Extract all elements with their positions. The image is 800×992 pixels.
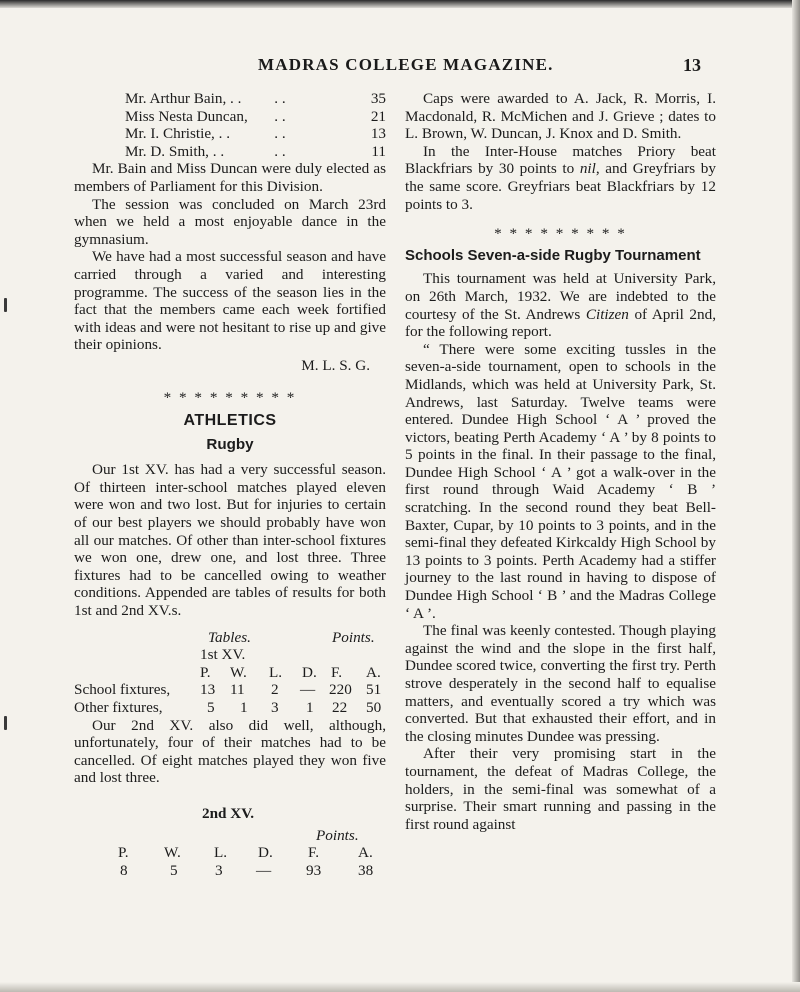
cell: 50	[366, 699, 382, 716]
table-row	[74, 862, 386, 880]
report-paragraph: “ There were some exciting tussles in the seven-a-side tournament, open to schools in the Midlands, which was held at University Park, St. Andrews, last Saturday. Twelve teams were entered. Dundee High School ‘ A ’ proved the victors, beating Perth Academy ‘ A ’ by 8 points to 5 points in the final. In their passage to the final, Dundee High School ‘ A ’ got a walk-over in the first round through Waid Academy ‘ B ’ scratching. In the second round they beat Bell-Baxter, Cupar, by 10 points to 3 points, and in the semi-final they defeated Kirkcaldy High School by 13 points to 3 points. Perth Academy had a stiffer journey to the last round in having to dispose of Dundee High School ‘ B ’ and the Madras College ‘ A ’.	[405, 340, 716, 622]
col-header: D.	[302, 663, 317, 681]
session-end-paragraph: The session was concluded on March 23rd when we held a most enjoyable dance in the gymnasium.	[74, 195, 386, 248]
candidate-name: Miss Nesta Duncan,	[125, 107, 248, 125]
vote-count: 35	[370, 90, 386, 107]
cell: 93	[306, 861, 322, 879]
cell: 3	[271, 699, 279, 716]
cell: 5	[207, 699, 215, 716]
magazine-title: MADRAS COLLEGE MAGAZINE.	[258, 55, 554, 74]
binding-mark	[4, 716, 7, 730]
vote-row	[74, 108, 386, 126]
row-label: School fixtures,	[74, 681, 171, 699]
cell: 51	[366, 681, 382, 699]
col-header: A.	[366, 663, 381, 681]
page-bottom-edge	[0, 982, 800, 992]
vote-row	[74, 90, 386, 108]
table1-header-row	[74, 664, 386, 682]
cell: 1	[306, 699, 314, 716]
table-row	[74, 681, 386, 699]
col-header: F.	[331, 663, 343, 681]
tables-label: Tables.	[208, 628, 251, 646]
page-number: 13	[683, 55, 701, 75]
candidate-name: Mr. D. Smith, . .	[125, 142, 225, 160]
section-divider-stars: * * * * * * * * *	[494, 225, 627, 243]
leader-dots: . .	[274, 107, 286, 125]
citizen-title: Citizen	[585, 305, 629, 323]
left-column	[74, 90, 386, 879]
cell: 38	[358, 861, 374, 879]
row-label: Other fixtures,	[74, 699, 163, 716]
cell: 5	[170, 861, 178, 879]
table1-caption-row	[74, 629, 386, 647]
binding-mark	[4, 298, 7, 312]
election-result-paragraph: Mr. Bain and Miss Duncan were duly elected as members of Parliament for this Division.	[74, 160, 386, 195]
madras-defeat-paragraph: After their very promising start in the tournament, the defeat of Madras College, the holders, in the semi-final was somewhat of a surprise. Their smart running and passing in the first round against	[405, 745, 716, 833]
cell: —	[256, 861, 272, 879]
col-header: W.	[230, 663, 247, 681]
candidate-name: Mr. I. Christie, . .	[125, 125, 231, 143]
col-header: L.	[269, 663, 283, 681]
table2-header-row	[74, 844, 386, 862]
tournament-intro-paragraph	[405, 270, 716, 340]
cell: —	[300, 681, 316, 699]
tournament-intro-text: This tournament was held at University Park, on 26th March, 1932. We are indebted to the courtesy of the St. Andrews	[405, 270, 716, 323]
leader-dots: . .	[274, 142, 286, 160]
col-header: L.	[214, 844, 228, 862]
cell: 13	[200, 681, 216, 699]
rugby-heading: Rugby	[206, 435, 254, 453]
cell: 11	[230, 681, 245, 699]
vote-count: 21	[370, 107, 386, 125]
col-header: P.	[200, 663, 211, 681]
col-header: D.	[258, 844, 273, 862]
tournament-intro-text-cont: of April 2nd, for the following report.	[405, 305, 716, 341]
cell: 1	[240, 699, 248, 716]
vote-count: 11	[371, 142, 386, 160]
col-header: W.	[164, 844, 181, 862]
col-header: A.	[358, 844, 373, 862]
caps-paragraph: Caps were awarded to A. Jack, R. Morris, I. Macdonald, R. McMichen and J. Grieve ; dates to L. Brown, W. Duncan, J. Knox and D. Smith.	[405, 90, 716, 143]
second-xv-paragraph: Our 2nd XV. also did well, although, unfortunately, four of their matches had to be cancelled. Of eight matches played they won five and lost three.	[74, 716, 386, 787]
table2-points-row	[74, 827, 386, 845]
page-right-edge	[792, 0, 800, 992]
table2-team-row	[74, 805, 386, 823]
candidate-name: Mr. Arthur Bain, . .	[125, 90, 242, 107]
team-label: 2nd XV.	[202, 804, 255, 822]
inter-house-text-cont: , and Greyfriars by the same score. Greyfriars beat Blackfriars by 12 points to 3.	[405, 160, 716, 213]
leader-dots: . .	[274, 90, 286, 107]
cell: 2	[271, 681, 279, 699]
col-header: P.	[118, 844, 129, 862]
nil-word: nil	[579, 160, 596, 178]
first-xv-paragraph: Our 1st XV. has had a very successful season. Of thirteen inter-school matches played eleven were won and two lost. But for injuries to certain of our best players we should probably have won all our matches. Of other than inter-school fixtures we won one, drew one, and lost three. Three fixtures had to be cancelled owing to weather conditions. Appended are tables of results for both 1st and 2nd XV.s.	[74, 461, 386, 620]
vote-count: 13	[370, 125, 386, 143]
final-paragraph: The final was keenly contested. Though playing against the wind and the slope in the first half, Dundee scored twice, converting the first try. Perth strove desperately in the second half to equalise matters, and eventually scored a try which was converted. But that exhausted their effort, and in the closing minutes Dundee was pressing.	[405, 622, 716, 745]
table1-team-row	[74, 646, 386, 664]
section-divider-stars: * * * * * * * * *	[163, 388, 297, 406]
points-label: Points.	[316, 826, 359, 844]
page-top-edge	[0, 0, 800, 8]
team-label: 1st XV.	[200, 646, 246, 664]
right-column	[405, 90, 716, 833]
season-summary-paragraph: We have had a most successful season and have carried through a varied and interesting programme. The success of the season lies in the fact that the members came each week fortified with ideas and were not hesitant to rise up and give their opinions.	[74, 248, 386, 354]
col-header: F.	[308, 844, 320, 862]
leader-dots: . .	[274, 125, 286, 143]
inter-house-paragraph	[405, 143, 716, 213]
cell: 220	[329, 681, 352, 699]
vote-row	[74, 143, 386, 161]
table-row	[74, 699, 386, 717]
inter-house-text: In the Inter-House matches Priory beat Blackfriars by 30 points to	[405, 142, 716, 178]
cell: 22	[332, 699, 348, 716]
author-signature: M. L. S. G.	[301, 356, 370, 374]
page-header	[0, 53, 800, 81]
tournament-heading: Schools Seven-a-side Rugby Tournament	[405, 246, 701, 264]
cell: 3	[215, 861, 223, 879]
athletics-heading: ATHLETICS	[183, 412, 277, 430]
vote-row	[74, 125, 386, 143]
cell: 8	[120, 861, 128, 879]
points-label: Points.	[332, 628, 375, 646]
